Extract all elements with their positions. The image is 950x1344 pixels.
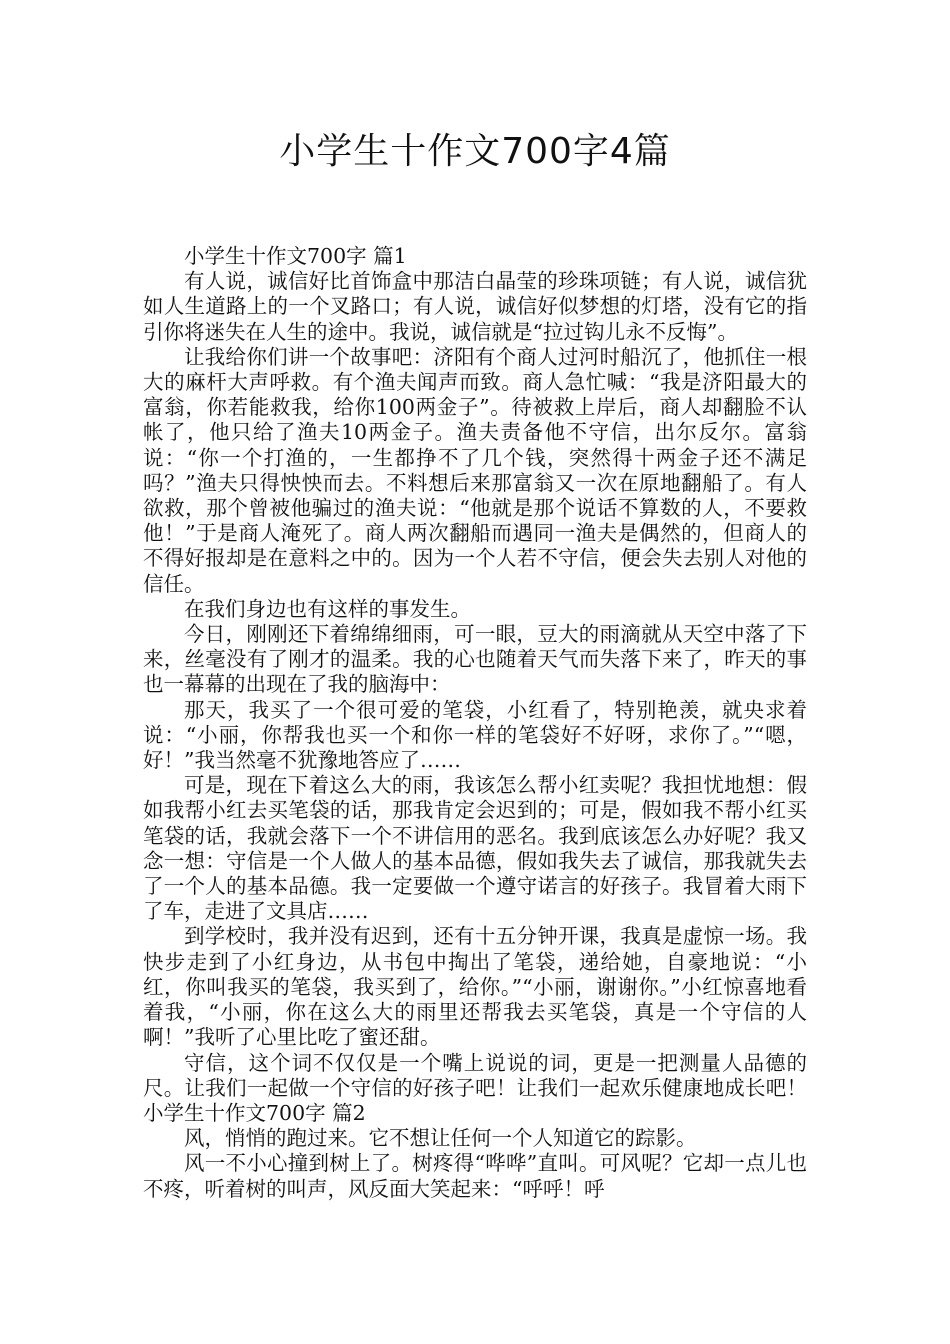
document-body <box>143 244 807 1202</box>
paragraph: 到学校时，我并没有迟到，还有十五分钟开课，我真是虚惊一场。我快步走到了小红身边，从书包中掏出了笔袋，递给她，自豪地说：“小红，你叫我买的笔袋，我买到了，给你。”“小丽，谢谢你。”小红惊喜地看着我，“小丽，你在这么大的雨里还帮我去买笔袋，真是一个守信的人啊！”我听了心里比吃了蜜还甜。 <box>143 924 807 1050</box>
paragraph: 在我们身边也有这样的事发生。 <box>184 596 471 621</box>
paragraph: 风，悄悄的跑过来。它不想让任何一个人知道它的踪影。 <box>184 1126 697 1151</box>
document-title: 小学生十作文700字4篇 <box>279 131 671 172</box>
section-heading-1: 小学生十作文700字 篇1 <box>184 244 407 268</box>
paragraph: 今日，刚刚还下着绵绵细雨，可一眼，豆大的雨滴就从天空中落了下来，丝毫没有了刚才的温柔。我的心也随着天气而失落下来了，昨天的事也一幕幕的出现在了我的脑海中： <box>143 622 807 697</box>
paragraph: 可是，现在下着这么大的雨，我该怎么帮小红卖呢？我担忧地想：假如我帮小红去买笔袋的话，那我肯定会迟到的；可是，假如我不帮小红买笔袋的话，我就会落下一个不讲信用的恶名。我到底该怎么办好呢？我又念一想：守信是一个人做人的基本品德，假如我失去了诚信，那我就失去了一个人的基本品德。我一定要做一个遵守诺言的好孩子。我冒着大雨下了车，走进了文具店…… <box>143 773 807 924</box>
paragraph: 让我给你们讲一个故事吧：济阳有个商人过河时船沉了，他抓住一根大的麻杆大声呼救。有个渔夫闻声而致。商人急忙喊：“我是济阳最大的富翁，你若能救我，给你100两金子”。待被救上岸后，商人却翻脸不认帐了，他只给了渔夫10两金子。渔夫责备他不守信，出尔反尔。富翁说：“你一个打渔的，一生都挣不了几个钱，突然得十两金子还不满足吗？”渔夫只得怏怏而去。不料想后来那富翁又一次在原地翻船了。有人欲救，那个曾被他骗过的渔夫说：“他就是那个说话不算数的人，不要救他！”于是商人淹死了。商人两次翻船而遇同一渔夫是偶然的，但商人的不得好报却是在意料之中的。因为一个人若不守信，便会失去别人对他的信任。 <box>143 344 807 596</box>
paragraph: 有人说，诚信好比首饰盒中那洁白晶莹的珍珠项链；有人说，诚信犹如人生道路上的一个叉路口；有人说，诚信好似梦想的灯塔，没有它的指引你将迷失在人生的途中。我说，诚信就是“拉过钩儿永不反悔”。 <box>143 269 807 344</box>
paragraph: 风一不小心撞到树上了。树疼得“哗哗”直叫。可风呢？它却一点儿也不疼，听着树的叫声，风反面大笑起来：“呼呼！呼 <box>143 1151 807 1201</box>
paragraph: 那天，我买了一个很可爱的笔袋，小红看了，特别艳羡，就央求着说：“小丽，你帮我也买一个和你一样的笔袋好不好呀，求你了。”“嗯，好！”我当然毫不犹豫地答应了…… <box>143 697 807 773</box>
paragraph: 守信，这个词不仅仅是一个嘴上说说的词，更是一把测量人品德的尺。让我们一起做一个守信的好孩子吧！让我们一起欢乐健康地成长吧！小学生十作文700字 篇2 <box>143 1050 807 1125</box>
